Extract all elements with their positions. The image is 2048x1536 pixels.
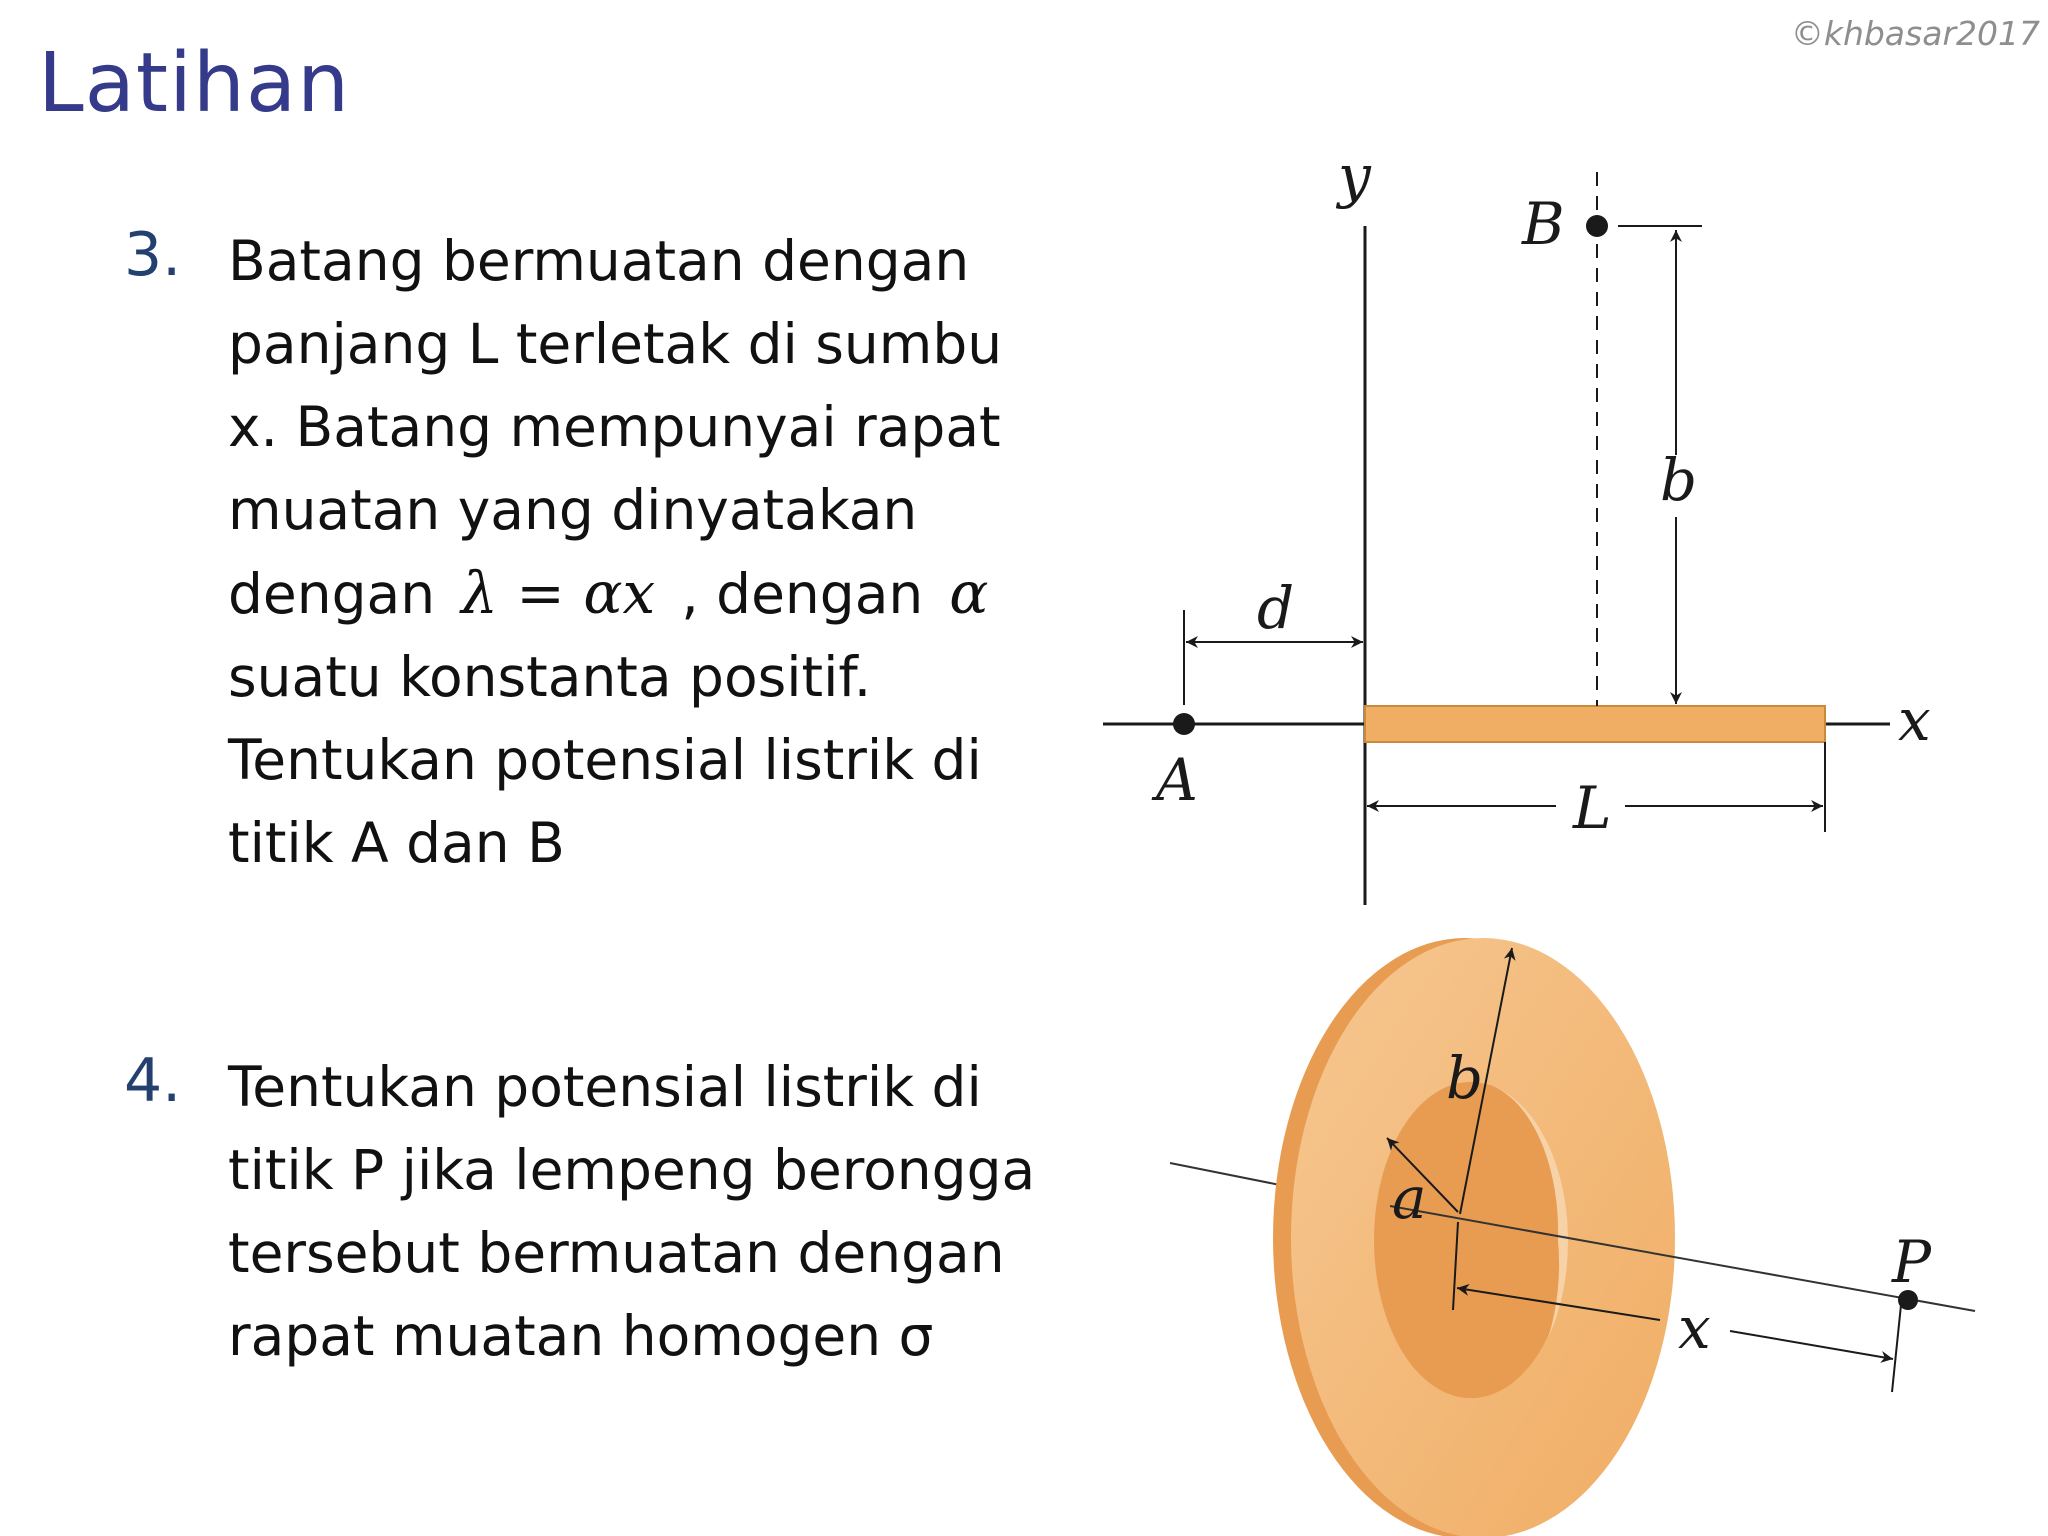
problem-4-line-4: rapat muatan homogen σ [228,1304,934,1368]
problem-3-line-7: Tentukan potensial listrik di [228,728,982,792]
x-extension-right [1892,1305,1901,1392]
problem-3-line-5-start: dengan [228,562,436,626]
point-p-label: P [1892,1228,1932,1296]
l-length-label: L [1573,774,1612,842]
charged-rod [1365,706,1825,742]
problem-4-line-1: Tentukan potensial listrik di [228,1055,982,1119]
point-b-dot [1586,215,1608,237]
problem-4-line-2: titik P jika lempeng berongga [228,1138,1036,1202]
rod-figure [1103,142,1931,905]
inner-radius-label: a [1392,1164,1427,1232]
disk-axis-left [1170,1163,1285,1186]
charge-density-formula: λ = αx [461,559,656,627]
d-label: d [1257,574,1295,642]
point-a-label: A [1156,746,1198,814]
distance-x-label: x [1678,1294,1711,1362]
problem-3-line-2: panjang L terletak di sumbu [228,312,1003,376]
point-a-dot [1173,713,1195,735]
x-arrow-right [1730,1331,1893,1359]
outer-radius-label: b [1446,1044,1484,1112]
slide-title: Latihan [38,36,351,131]
y-axis-label: y [1338,142,1371,210]
problem-3-line-8: titik A dan B [228,811,565,875]
disk-figure [1170,938,1975,1536]
x-axis-label: x [1898,686,1931,754]
problem-4-number: 4. [124,1046,182,1116]
problem-3-number: 3. [124,220,182,290]
problem-3-line-6: suatu konstanta positif. [228,645,872,709]
b-height-label: b [1660,446,1698,514]
alpha-symbol: α [949,559,989,627]
copyright-text: ©khbasar2017 [1790,14,2040,53]
problem-3-line-5-mid: , dengan [681,562,924,626]
problem-3-line-1: Batang bermuatan dengan [228,229,970,293]
problem-3-line-4: muatan yang dinyatakan [228,478,918,542]
point-b-label: B [1522,190,1565,258]
problem-3-line-3: x. Batang mempunyai rapat [228,395,1001,459]
problem-4-line-3: tersebut bermuatan dengan [228,1221,1005,1285]
